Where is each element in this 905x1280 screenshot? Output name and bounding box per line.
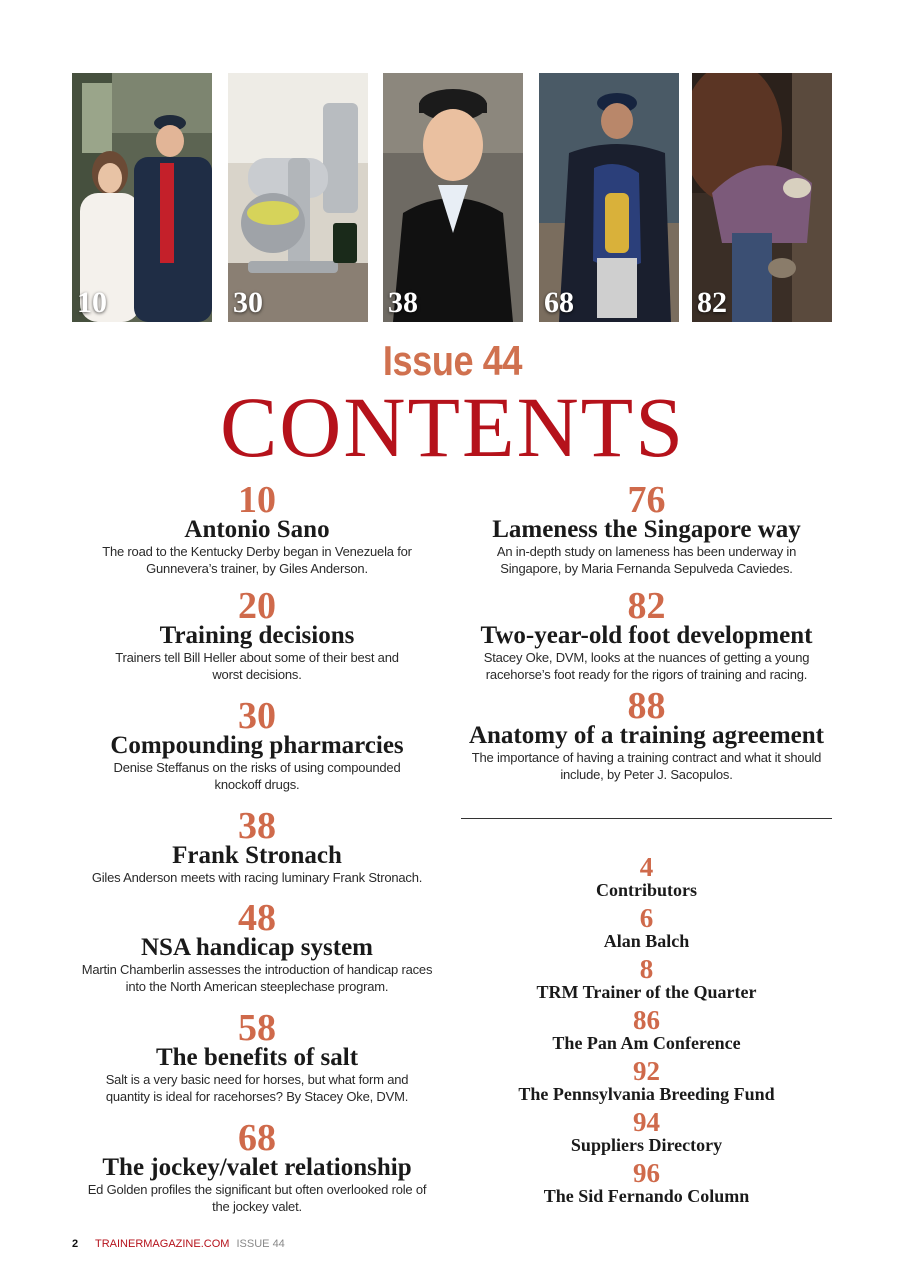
department-title: TRM Trainer of the Quarter — [536, 982, 757, 1002]
feature-jockey-valet[interactable] — [74, 1117, 440, 1215]
photo-82[interactable] — [692, 73, 832, 322]
feature-page-number: 82 — [627, 585, 666, 627]
department-title: Contributors — [595, 880, 697, 900]
photo-strip — [72, 73, 832, 322]
footer-issue: ISSUE 44 — [236, 1238, 285, 1250]
department-pennsylvania-breeding-fund[interactable] — [461, 1056, 832, 1105]
department-sid-fernando-column[interactable] — [461, 1158, 832, 1207]
issue-label: Issue 44 — [382, 337, 523, 384]
department-page-number: 4 — [639, 852, 654, 882]
feature-title: Frank Stronach — [172, 842, 342, 869]
feature-page-number: 58 — [238, 1007, 276, 1049]
feature-title: NSA handicap system — [141, 934, 373, 961]
department-pan-am-conference[interactable] — [461, 1005, 832, 1054]
feature-title: The benefits of salt — [155, 1044, 359, 1071]
feature-title: Anatomy of a training agreement — [468, 722, 825, 749]
footer-page-number: 2 — [72, 1238, 79, 1250]
feature-title: Lameness the Singapore way — [492, 516, 801, 543]
feature-description: Trainers tell Bill Heller about some of their best and worst decisions. — [115, 650, 399, 682]
feature-title: Compounding pharmarcies — [110, 732, 404, 759]
feature-frank-stronach[interactable] — [74, 805, 440, 886]
department-alan-balch[interactable] — [461, 903, 832, 952]
feature-title: Antonio Sano — [184, 516, 330, 543]
photo-38-image — [383, 73, 523, 322]
feature-description: Denise Steffanus on the risks of using compounded knockoff drugs. — [113, 760, 401, 792]
department-page-number: 94 — [633, 1107, 660, 1137]
photo-10[interactable] — [72, 73, 212, 322]
feature-page-number: 48 — [238, 897, 276, 939]
feature-training-agreement[interactable] — [461, 685, 832, 783]
photo-68[interactable] — [539, 73, 679, 322]
feature-title: Training decisions — [159, 622, 355, 649]
photo-30-image — [228, 73, 368, 322]
department-suppliers-directory[interactable] — [461, 1107, 832, 1156]
feature-description: Stacey Oke, DVM, looks at the nuances of getting a young racehorse’s foot ready for the rigors of training and racing. — [483, 650, 810, 682]
department-title: The Pennsylvania Breeding Fund — [518, 1084, 775, 1104]
feature-page-number: 76 — [627, 479, 666, 521]
feature-description: Martin Chamberlin assesses the introduction of handicap races into the North American steeplechase program. — [81, 962, 433, 994]
footer-website-link[interactable]: TRAINERMAGAZINE.COM — [94, 1238, 230, 1250]
feature-page-number: 20 — [238, 585, 276, 627]
feature-description: Giles Anderson meets with racing luminary Frank Stronach. — [91, 870, 423, 885]
photo-68-image — [539, 73, 679, 322]
department-page-number: 96 — [633, 1158, 660, 1188]
feature-page-number: 38 — [238, 805, 276, 847]
department-title: Suppliers Directory — [570, 1135, 723, 1155]
department-page-number: 6 — [639, 903, 654, 933]
department-page-number: 8 — [639, 954, 654, 984]
photo-38-number: 38 — [388, 286, 418, 319]
photo-30[interactable] — [228, 73, 368, 322]
photo-38[interactable] — [383, 73, 523, 322]
department-title: The Sid Fernando Column — [543, 1186, 750, 1206]
feature-page-number: 68 — [238, 1117, 276, 1159]
feature-page-number: 30 — [238, 695, 276, 737]
photo-68-number: 68 — [544, 286, 574, 319]
section-divider — [461, 818, 832, 819]
feature-two-year-old-foot[interactable] — [461, 585, 832, 683]
page-footer — [72, 1238, 285, 1250]
feature-nsa-handicap-system[interactable] — [74, 897, 440, 995]
feature-description: Salt is a very basic need for horses, but what form and quantity is ideal for racehorses? By Stacey Oke, DVM. — [105, 1072, 409, 1104]
feature-benefits-of-salt[interactable] — [74, 1007, 440, 1105]
feature-page-number: 88 — [627, 685, 666, 727]
feature-training-decisions[interactable] — [74, 585, 440, 683]
photo-30-number: 30 — [233, 286, 263, 319]
photo-10-image — [72, 73, 212, 322]
photo-82-image — [692, 73, 832, 322]
department-trainer-of-quarter[interactable] — [461, 954, 832, 1003]
feature-lameness-singapore[interactable] — [461, 479, 832, 577]
department-page-number: 86 — [633, 1005, 660, 1035]
feature-description: An in-depth study on lameness has been underway in Singapore, by Maria Fernanda Sepulveda Caviedes. — [496, 544, 797, 576]
feature-title: The jockey/valet relationship — [102, 1154, 412, 1181]
photo-10-number: 10 — [77, 286, 107, 319]
feature-compounding-pharmacies[interactable] — [74, 695, 440, 793]
department-page-number: 92 — [633, 1056, 660, 1086]
department-title: Alan Balch — [603, 931, 690, 951]
feature-description: The road to the Kentucky Derby began in Venezuela for Gunnevera’s trainer, by Giles Anderson. — [102, 544, 412, 576]
feature-title: Two-year-old foot development — [480, 622, 813, 649]
photo-82-number: 82 — [697, 286, 727, 319]
contents-title: CONTENTS — [219, 379, 686, 475]
feature-description: Ed Golden profiles the significant but often overlooked role of the jockey valet. — [87, 1182, 427, 1214]
feature-description: The importance of having a training contract and what it should include, by Peter J. Sacopulos. — [471, 750, 822, 782]
feature-antonio-sano[interactable] — [74, 479, 440, 577]
department-title: The Pan Am Conference — [552, 1033, 741, 1053]
department-contributors[interactable] — [461, 852, 832, 901]
feature-page-number: 10 — [238, 479, 276, 521]
